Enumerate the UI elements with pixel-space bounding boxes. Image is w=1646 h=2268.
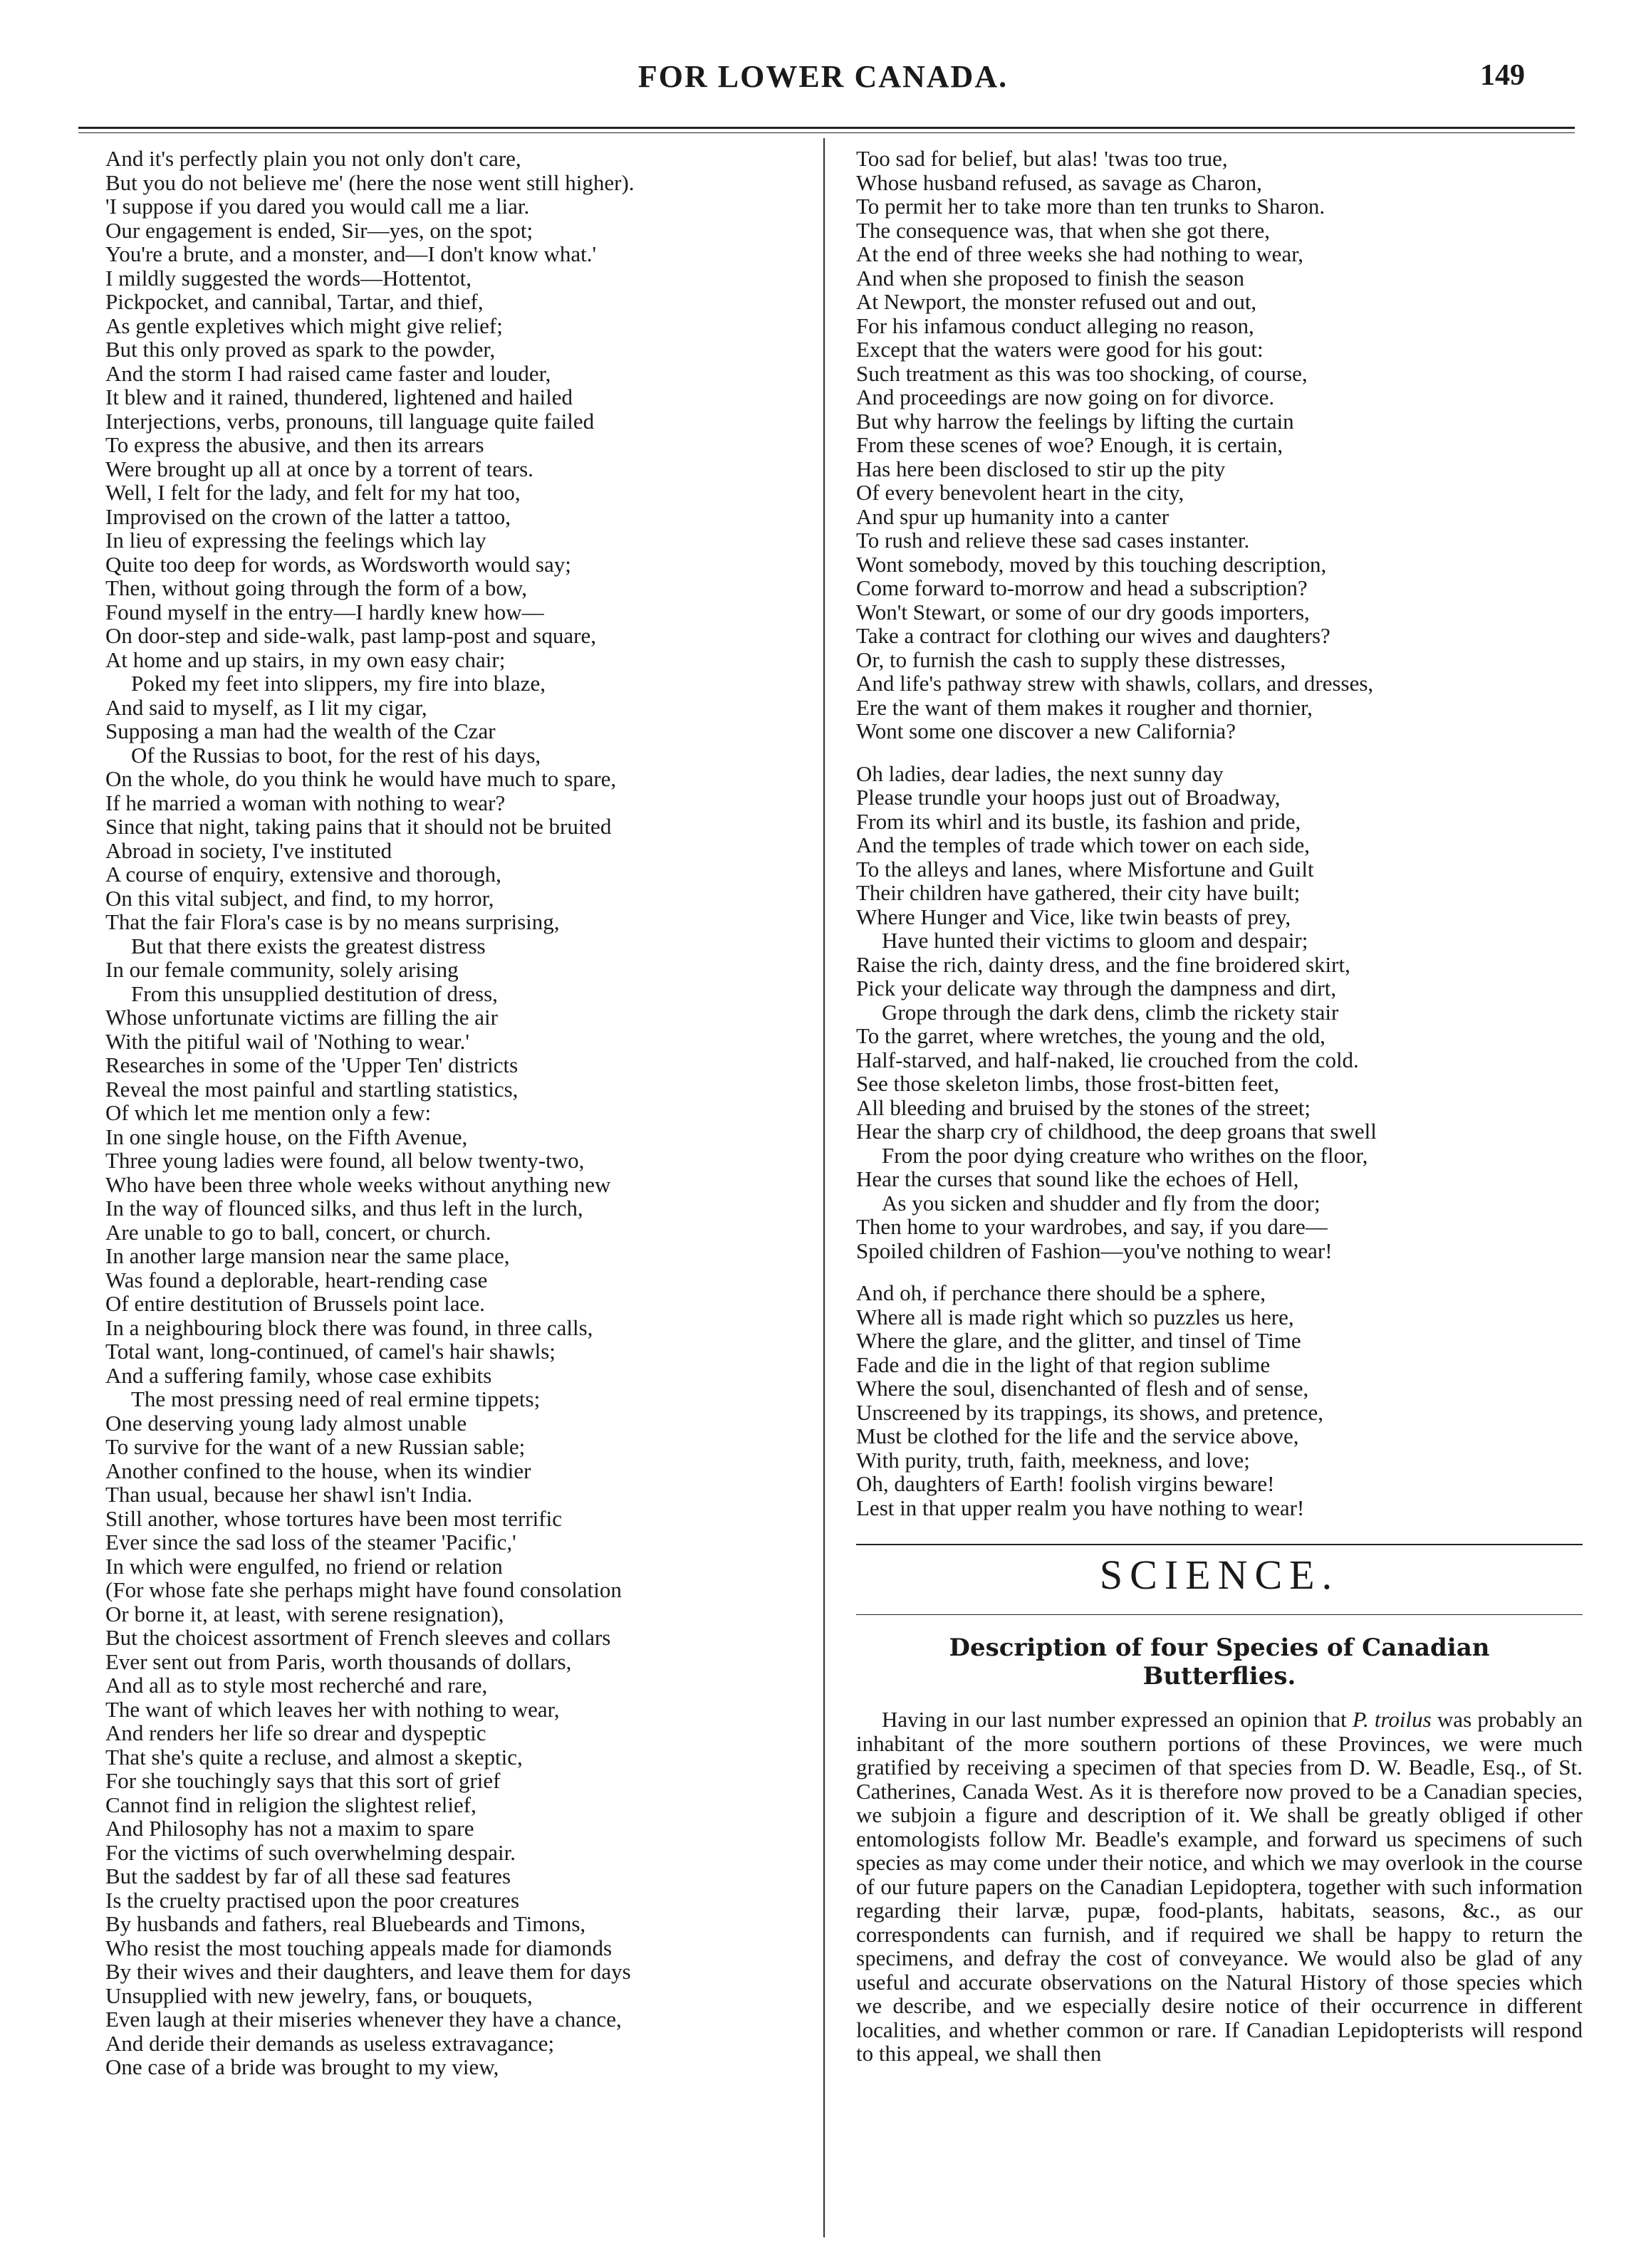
right-column <box>856 147 1583 2066</box>
verse-line: Of the Russias to boot, for the rest of his days, <box>131 742 541 768</box>
verse-line: By husbands and fathers, real Bluebeards and Timons, <box>105 1911 586 1936</box>
verse-line: Whose unfortunate victims are filling the air <box>105 1005 498 1030</box>
verse-line: And oh, if perchance there should be a sphere, <box>856 1280 1266 1305</box>
verse-line: Still another, whose tortures have been most terrific <box>105 1505 562 1531</box>
verse-line: Hear the sharp cry of childhood, the deep groans that swell <box>856 1119 1377 1144</box>
verse-line: That the fair Flora's case is by no means surprising, <box>105 909 560 934</box>
verse-line: Total want, long-continued, of camel's hair shawls; <box>105 1339 556 1364</box>
verse-line: The want of which leaves her with nothing to wear, <box>105 1696 560 1722</box>
stanza <box>856 1281 1583 1520</box>
verse-line: Where the soul, disenchanted of flesh and of sense, <box>856 1376 1309 1401</box>
verse-line: To the alleys and lanes, where Misfortune and Guilt <box>856 856 1314 882</box>
verse-line: Of which let me mention only a few: <box>105 1100 432 1125</box>
verse-line: To express the abusive, and then its arrears <box>105 432 484 457</box>
verse-line: Pickpocket, and cannibal, Tartar, and thief, <box>105 289 484 314</box>
verse-line: To rush and relieve these sad cases instanter. <box>856 528 1250 553</box>
verse-line: Since that night, taking pains that it should not be bruited <box>105 814 612 839</box>
verse-line: Researches in some of the 'Upper Ten' districts <box>105 1052 519 1077</box>
verse-line: You're a brute, and a monster, and—I don't know what.' <box>105 241 597 266</box>
column-divider <box>823 138 825 2237</box>
verse-line: And a suffering family, whose case exhibits <box>105 1362 492 1388</box>
verse-line: Was found a deplorable, heart-rending case <box>105 1267 488 1292</box>
verse-line: One deserving young lady almost unable <box>105 1410 467 1436</box>
verse-line: (For whose fate she perhaps might have found consolation <box>105 1577 622 1602</box>
article-text-part: Having in our last number expressed an opinion that <box>882 1707 1353 1732</box>
verse-line: Such treatment as this was too shocking, of course, <box>856 360 1308 386</box>
verse-line: Oh, daughters of Earth! foolish virgins beware! <box>856 1471 1275 1496</box>
verse-line: Three young ladies were found, all below twenty-two, <box>105 1148 585 1173</box>
verse-line: Who resist the most touching appeals made for diamonds <box>105 1935 613 1960</box>
verse-line: Where Hunger and Vice, like twin beasts of prey, <box>856 904 1291 929</box>
verse-line: From the poor dying creature who writhes on the floor, <box>882 1142 1368 1168</box>
verse-line: It blew and it rained, thundered, lightened and hailed <box>105 385 573 409</box>
article-text-part: was probably an inhabitant of the more southern portions of these Provinces, we were much gratified by receiving a specimen of that species from D. W. Beadle, Esq., of St. Catherines, Canada West. As it is therefore now proved to be a Canadian species, we subjoin a figure and description of it. We shall be greatly obliged if other entomologists follow Mr. Beadle's example, and forward us specimens of such species as may come under their notice, and which we may overlook in the course of our future papers on the Canadian Lepidoptera, together with such information regarding their larvæ, pupæ, food-plants, habitats, seasons, &c., as our correspondents can furnish, and if required we shall be happy to return the specimens, and defray the cost of conveyance. We would also be glad of any useful and accurate observations on the Natural History of those species which we describe, and we especially desire notice of their occurrence in different localities, and whether common or rare. If Canadian Lepidopterists will respond to this appeal, we shall then <box>856 1707 1583 2066</box>
verse-line: One case of a bride was brought to my view, <box>105 2054 499 2079</box>
verse-line: And Philosophy has not a maxim to spare <box>105 1816 474 1841</box>
verse-line: Please trundle your hoops just out of Broadway, <box>856 785 1281 810</box>
verse-line: Improvised on the crown of the latter a tattoo, <box>105 503 511 529</box>
verse-line: In lieu of expressing the feelings which lay <box>105 528 486 553</box>
verse-line: Quite too deep for words, as Wordsworth would say; <box>105 551 571 577</box>
verse-line: As you sicken and shudder and fly from the door; <box>882 1190 1321 1216</box>
verse-line: Except that the waters were good for his gout: <box>856 337 1264 362</box>
verse-line: And said to myself, as I lit my cigar, <box>105 694 427 720</box>
verse-line: Come forward to-morrow and head a subscription? <box>856 575 1308 600</box>
verse-line: In one single house, on the Fifth Avenue, <box>105 1124 468 1149</box>
verse-line: For she touchingly says that this sort of grief <box>105 1768 501 1793</box>
verse-line: From these scenes of woe? Enough, it is certain, <box>856 432 1283 457</box>
verse-line: Well, I felt for the lady, and felt for my hat too, <box>105 480 521 505</box>
verse-line: Reveal the most painful and startling statistics, <box>105 1076 519 1102</box>
verse-line: But the choicest assortment of French sleeves and collars <box>105 1625 611 1650</box>
verse-line: Than usual, because her shawl isn't India. <box>105 1482 473 1507</box>
verse-line: Fade and die in the light of that region sublime <box>856 1352 1271 1377</box>
verse-line: To survive for the want of a new Russian sable; <box>105 1434 526 1459</box>
verse-line: Whose husband refused, as savage as Charon, <box>856 169 1262 195</box>
verse-line: Ever sent out from Paris, worth thousands of dollars, <box>105 1648 572 1674</box>
verse-line: Must be clothed for the life and the service above, <box>856 1423 1299 1448</box>
section-divider-rule <box>856 1544 1583 1545</box>
verse-line: Supposing a man had the wealth of the Czar <box>105 718 496 743</box>
verse-line: Raise the rich, dainty dress, and the fine broidered skirt, <box>856 951 1350 977</box>
verse-line: And life's pathway strew with shawls, collars, and dresses, <box>856 671 1374 696</box>
section-heading-rule <box>856 1614 1583 1615</box>
verse-line: Where all is made right which so puzzles us here, <box>856 1304 1294 1329</box>
verse-line: In another large mansion near the same place, <box>105 1243 510 1268</box>
verse-line: With the pitiful wail of 'Nothing to wear.' <box>105 1028 470 1054</box>
verse-line: At Newport, the monster refused out and out, <box>856 289 1257 314</box>
verse-line: As gentle expletives which might give relief; <box>105 313 503 338</box>
verse-line: And proceedings are now going on for divorce. <box>856 385 1275 409</box>
verse-line: In a neighbouring block there was found, in three calls, <box>105 1315 593 1340</box>
verse-line: The most pressing need of real ermine tippets; <box>131 1386 541 1411</box>
verse-line: If he married a woman with nothing to wear? <box>105 790 506 815</box>
verse-line: Wont somebody, moved by this touching description, <box>856 551 1327 577</box>
verse-line: Then home to your wardrobes, and say, if you dare— <box>856 1214 1328 1239</box>
verse-line: By their wives and their daughters, and leave them for days <box>105 1959 631 1984</box>
verse-line: Or borne it, at least, with serene resignation), <box>105 1601 504 1626</box>
verse-line: Who have been three whole weeks without anything new <box>105 1171 611 1197</box>
verse-line: And the storm I had raised came faster and louder, <box>105 360 551 386</box>
header-rule <box>78 127 1575 129</box>
verse-line: Ever since the sad loss of the steamer 'Pacific,' <box>105 1530 516 1554</box>
verse-line: Lest in that upper realm you have nothing to wear! <box>856 1495 1305 1520</box>
verse-line: Another confined to the house, when its windier <box>105 1458 531 1483</box>
verse-line: In which were engulfed, no friend or relation <box>105 1553 503 1579</box>
verse-line: Take a contract for clothing our wives and daughters? <box>856 623 1330 648</box>
verse-line: And all as to style most recherché and rare, <box>105 1673 488 1698</box>
verse-line: A course of enquiry, extensive and thorough, <box>105 862 501 887</box>
verse-line: But that there exists the greatest distress <box>131 933 486 958</box>
verse-line: Of entire destitution of Brussels point lace. <box>105 1291 485 1316</box>
verse-line: Oh ladies, dear ladies, the next sunny day <box>856 761 1224 786</box>
verse-line: Too sad for belief, but alas! 'twas too true, <box>856 146 1228 171</box>
verse-line: In our female community, solely arising <box>105 957 459 982</box>
verse-line: Spoiled children of Fashion—you've nothing to wear! <box>856 1238 1333 1263</box>
verse-line: For his infamous conduct alleging no reason, <box>856 313 1254 338</box>
verse-line: And the temples of trade which tower on each side, <box>856 832 1311 857</box>
verse-line: Of every benevolent heart in the city, <box>856 480 1184 505</box>
verse-line: On this vital subject, and find, to my horror, <box>105 885 494 911</box>
verse-line: At home and up stairs, in my own easy chair; <box>105 647 506 672</box>
species-name: P. troilus <box>1353 1707 1432 1732</box>
verse-line: But the saddest by far of all these sad features <box>105 1864 511 1888</box>
verse-line: And spur up humanity into a canter <box>856 503 1170 529</box>
verse-line: Were brought up all at once by a torrent of tears. <box>105 456 533 481</box>
verse-line: Have hunted their victims to gloom and despair; <box>882 928 1308 953</box>
verse-line: Grope through the dark dens, climb the rickety stair <box>882 999 1339 1025</box>
verse-line: And deride their demands as useless extravagance; <box>105 2030 555 2056</box>
verse-line: Has here been disclosed to stir up the pity <box>856 456 1226 481</box>
verse-line: That she's quite a recluse, and almost a skeptic, <box>105 1744 523 1770</box>
verse-line: At the end of three weeks she had nothing to wear, <box>856 241 1304 266</box>
verse-line: Wont some one discover a new California? <box>856 718 1236 743</box>
verse-line: I mildly suggested the words—Hottentot, <box>105 265 472 291</box>
section-heading: SCIENCE. <box>1099 1552 1340 1598</box>
verse-line: The consequence was, that when she got there, <box>856 217 1271 243</box>
verse-line: Their children have gathered, their city have built; <box>856 880 1301 905</box>
verse-line: And when she proposed to finish the season <box>856 265 1244 291</box>
verse-line: Interjections, verbs, pronouns, till language quite failed <box>105 408 595 434</box>
verse-line: To permit her to take more than ten trunks to Sharon. <box>856 194 1325 219</box>
article-paragraph <box>856 1708 1583 2066</box>
verse-line: And it's perfectly plain you not only don't care, <box>105 146 521 171</box>
verse-line: All bleeding and bruised by the stones of the street; <box>856 1094 1311 1120</box>
verse-line: But you do not believe me' (here the nose went still higher). <box>105 169 635 195</box>
verse-line: Cannot find in religion the slightest relief, <box>105 1792 476 1817</box>
verse-line: For the victims of such overwhelming despair. <box>105 1839 516 1865</box>
page-number: 149 <box>1480 59 1525 92</box>
right-column-poem <box>856 147 1583 1520</box>
verse-line: To the garret, where wretches, the young and the old, <box>856 1023 1325 1048</box>
left-column-poem <box>105 147 811 2079</box>
verse-line: Unscreened by its trappings, its shows, and pretence, <box>856 1399 1324 1425</box>
verse-line: Ere the want of them makes it rougher and thornier, <box>856 694 1313 720</box>
verse-line: Poked my feet into slippers, my fire into blaze, <box>131 671 546 696</box>
verse-line: See those skeleton limbs, those frost-bitten feet, <box>856 1071 1280 1096</box>
stanza <box>856 762 1583 1263</box>
verse-line: Then, without going through the form of a bow, <box>105 575 528 600</box>
verse-line: And renders her life so drear and dyspeptic <box>105 1720 486 1745</box>
verse-line: Where the glare, and the glitter, and tinsel of Time <box>856 1328 1301 1353</box>
article-title: Description of four Species of Canadian Butterflies. <box>949 1634 1490 1690</box>
verse-line: 'I suppose if you dared you would call me a liar. <box>105 194 530 219</box>
stanza <box>856 147 1583 743</box>
verse-line: Half-starved, and half-naked, lie crouched from the cold. <box>856 1047 1359 1072</box>
verse-line: But this only proved as spark to the powder, <box>105 337 496 362</box>
verse-line: Abroad in society, I've instituted <box>105 837 392 863</box>
verse-line: Unsupplied with new jewelry, fans, or bouquets, <box>105 1982 533 2008</box>
verse-line: On door-step and side-walk, past lamp-post and square, <box>105 623 596 648</box>
verse-line: Found myself in the entry—I hardly knew how— <box>105 599 544 625</box>
verse-line: Hear the curses that sound like the echoes of Hell, <box>856 1166 1299 1191</box>
verse-line: From its whirl and its bustle, its fashion and pride, <box>856 808 1301 834</box>
verse-line: Or, to furnish the cash to supply these distresses, <box>856 647 1286 672</box>
verse-line: Won't Stewart, or some of our dry goods importers, <box>856 599 1310 625</box>
verse-line: Our engagement is ended, Sir—yes, on the spot; <box>105 217 533 243</box>
verse-line: In the way of flounced silks, and thus left in the lurch, <box>105 1196 583 1221</box>
verse-line: Are unable to go to ball, concert, or church. <box>105 1219 491 1245</box>
verse-line: Pick your delicate way through the dampness and dirt, <box>856 976 1337 1000</box>
running-head <box>78 58 1568 108</box>
verse-line: Is the cruelty practised upon the poor creatures <box>105 1887 520 1913</box>
header-rule-thin <box>78 132 1575 133</box>
verse-line: With purity, truth, faith, meekness, and love; <box>856 1447 1250 1473</box>
verse-line: Even laugh at their miseries whenever they have a chance, <box>105 2007 622 2032</box>
verse-line: But why harrow the feelings by lifting the curtain <box>856 408 1294 434</box>
verse-line: On the whole, do you think he would have much to spare, <box>105 766 617 791</box>
running-title: FOR LOWER CANADA. <box>637 59 1009 94</box>
verse-line: From this unsupplied destitution of dress, <box>131 981 498 1006</box>
